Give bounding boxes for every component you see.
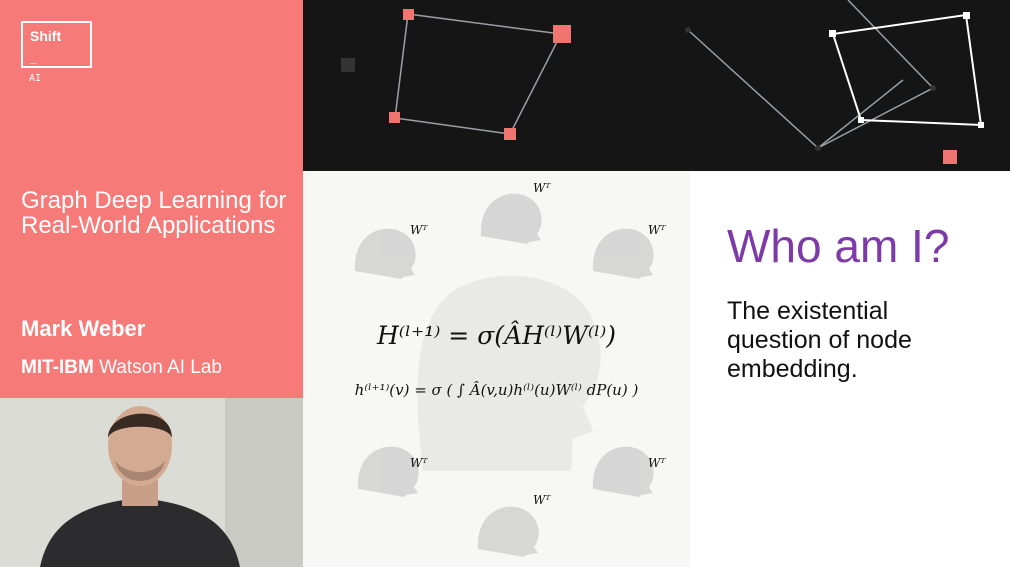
speaker-name: Mark Weber xyxy=(21,316,146,341)
heads-illustration xyxy=(303,171,690,567)
title-panel xyxy=(0,0,303,398)
gcn-figure xyxy=(303,171,690,567)
slide-text-panel xyxy=(690,171,1010,567)
logo-sub: AI xyxy=(29,73,42,84)
weight-label-right: Wᵀ xyxy=(648,223,666,237)
weight-label-bottom-left: Wᵀ xyxy=(410,456,428,470)
speaker-webcam xyxy=(0,398,303,567)
affiliation-rest: Watson AI Lab xyxy=(93,357,222,378)
shift-logo xyxy=(21,21,92,68)
weight-label-bottom-right: Wᵀ xyxy=(648,456,666,470)
continuous-equation: h⁽ˡ⁺¹⁾(v) = σ ( ∫ Â(v,u)h⁽ˡ⁾(u)W⁽ˡ⁾ dP(u) ) xyxy=(354,381,639,399)
talk-title: Graph Deep Learning for Real-World Applications xyxy=(21,187,287,239)
affiliation-bold: MIT-IBM xyxy=(21,357,94,378)
weight-label-left: Wᵀ xyxy=(410,223,428,237)
logo-dash: _ xyxy=(30,51,37,65)
logo-word: Shift xyxy=(30,28,62,44)
graph-banner xyxy=(303,0,1010,171)
graph-network-illustration xyxy=(303,0,1010,171)
slide-body: The existential question of node embedding. xyxy=(727,297,912,383)
gcn-equation: H⁽ˡ⁺¹⁾ = σ(ÂH⁽ˡ⁾W⁽ˡ⁾) xyxy=(376,321,617,350)
weight-label-top: Wᵀ xyxy=(533,181,551,195)
weight-label-bottom: Wᵀ xyxy=(533,493,551,507)
speaker-silhouette xyxy=(0,398,303,567)
affiliation xyxy=(21,357,222,379)
slide-heading: Who am I? xyxy=(727,220,950,272)
